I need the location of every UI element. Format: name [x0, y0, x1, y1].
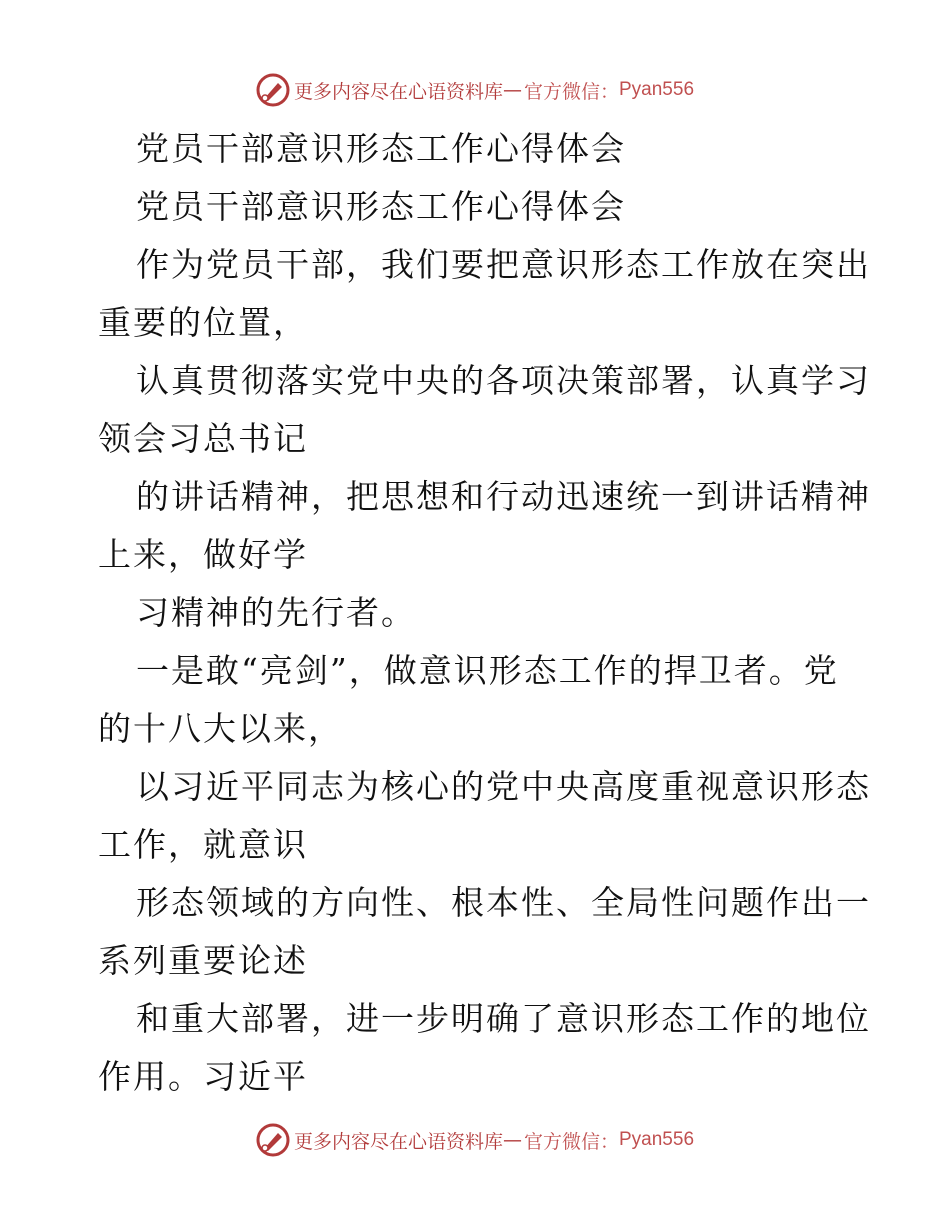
- banner-wechat-label: 官方微信：: [523, 80, 619, 103]
- banner-wechat-label: 官方微信：: [523, 1130, 619, 1153]
- document-line: 的十八大以来，: [98, 709, 343, 748]
- banner-separator: —: [502, 1129, 522, 1151]
- footer-banner: [0, 1120, 950, 1160]
- document-line: 作用。习近平: [98, 1057, 308, 1096]
- document-line: 作为党员干部，我们要把意识形态工作放在突出: [136, 245, 871, 284]
- document-line: 党员干部意识形态工作心得体会: [136, 187, 626, 226]
- document-line: 工作，就意识: [98, 825, 308, 864]
- document-body: [98, 120, 871, 1106]
- document-line: 上来，做好学: [98, 535, 308, 574]
- banner-separator: —: [502, 79, 522, 101]
- document-line: 形态领域的方向性、根本性、全局性问题作出一: [136, 883, 871, 922]
- banner-main-text: 更多内容尽在心语资料库: [293, 1130, 503, 1153]
- pen-logo-icon: [256, 73, 290, 107]
- document-line: 的讲话精神，把思想和行动迅速统一到讲话精神: [136, 477, 871, 516]
- pen-logo-icon: [256, 1123, 290, 1157]
- document-line: 和重大部署，进一步明确了意识形态工作的地位: [136, 999, 871, 1038]
- document-line: 一是敢“亮剑”，做意识形态工作的捍卫者。党: [136, 651, 839, 690]
- document-line: 以习近平同志为核心的党中央高度重视意识形态: [136, 767, 871, 806]
- document-line: 系列重要论述: [98, 941, 308, 980]
- document-line: 习精神的先行者。: [136, 593, 416, 632]
- document-line: 认真贯彻落实党中央的各项决策部署，认真学习: [136, 361, 871, 400]
- banner-main-text: 更多内容尽在心语资料库: [293, 80, 503, 103]
- banner-wechat-id: Pyan556: [619, 1129, 695, 1150]
- header-banner: [0, 70, 950, 110]
- document-line: 领会习总书记: [98, 419, 308, 458]
- document-line: 党员干部意识形态工作心得体会: [136, 129, 626, 168]
- banner-wechat-id: Pyan556: [619, 79, 695, 100]
- document-line: 重要的位置，: [98, 303, 308, 342]
